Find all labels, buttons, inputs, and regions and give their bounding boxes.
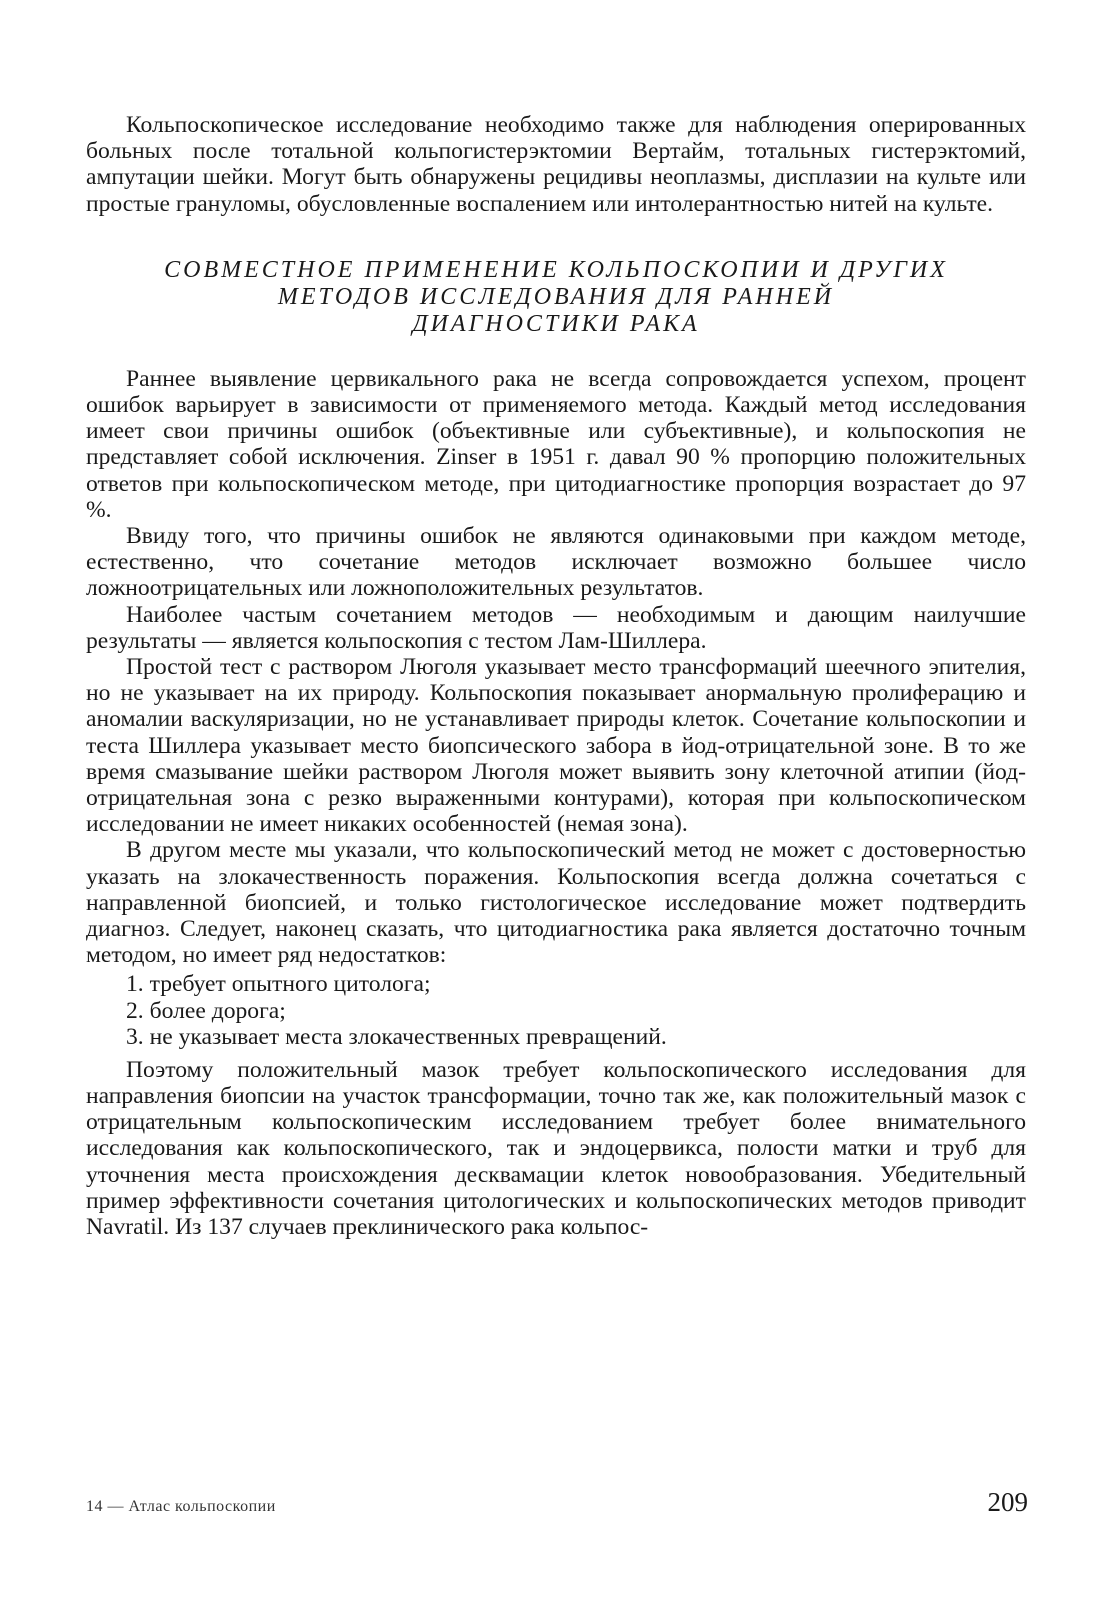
list-item: 2. более дорога; bbox=[126, 997, 286, 1024]
paragraph-6: Поэтому положительный мазок требует кольпоскопического исследования для направления биопсии на участок трансформации, точно так же, как положительный мазок с отрицательным кольпоскопическим исследованием требует более внимательного исследования как кольпоскопического, так и эндоцервикса, полости матки и труб для уточнения места происхождения десквамации клеток новообразования. Убедительный пример эффективности сочетания цитологических и кольпоскопических методов приводит Navratil. Из 137 случаев преклинического рака кольпос- bbox=[86, 1056, 1026, 1240]
list-item: 1. требует опытного цитолога; bbox=[126, 971, 431, 998]
drawbacks-list bbox=[86, 971, 1026, 1050]
page-number: 209 bbox=[987, 1487, 1028, 1517]
paragraph-4: Простой тест с раствором Люголя указывает место трансформаций шеечного эпителия, но не указывает на их природу. Кольпоскопия показывает анормальную пролиферацию и аномалии васкуляризации, но не устанавливает природы клеток. Сочетание кольпоскопии и теста Шиллера указывает место биопсического забора в йод-отрицательной зоне. В то же время смазывание шейки раствором Люголя может выявить зону клеточной атипии (йод-отрицательная зона с резко выраженными контурами), которая при кольпоскопическом исследовании не имеет никаких особенностей (немая зона). bbox=[86, 654, 1026, 838]
heading-line-3: ДИАГНОСТИКИ РАКА bbox=[412, 310, 700, 337]
paragraph-1: Раннее выявление цервикального рака не всегда сопровождается успехом, процент ошибок варьирует в зависимости от применяемого метода. Каждый метод исследования имеет свои причины ошибок (объективные или субъективные), и кольпоскопия не представляет собой исключения. Zinser в 1951 г. давал 90 % пропорцию положительных ответов при кольпоскопическом методе, при цитодиагностике пропорция возрастает до 97 %. bbox=[86, 365, 1026, 523]
heading-line-1: СОВМЕСТНОЕ ПРИМЕНЕНИЕ КОЛЬПОСКОПИИ И ДРУГИХ bbox=[164, 256, 948, 283]
paragraph-3: Наиболее частым сочетанием методов — необходимым и дающим наилучшие результаты — является кольпоскопия с тестом Лам-Шиллера. bbox=[86, 601, 1026, 654]
paragraph-5: В другом месте мы указали, что кольпоскопический метод не может с достоверностью указать на злокачественность поражения. Кольпоскопия всегда должна сочетаться с направленной биопсией, и только гистологическое исследование может подтвердить диагноз. Следует, наконец сказать, что цитодиагностика рака является достаточно точным методом, но имеет ряд недостатков: bbox=[86, 837, 1026, 969]
section-heading bbox=[86, 257, 1026, 338]
intro-paragraph: Кольпоскопическое исследование необходимо также для наблюдения оперированных больных после тотальной кольпогистерэктомии Вертайм, тотальных гистерэктомий, ампутации шейки. Могут быть обнаружены рецидивы неоплазмы, дисплазии на культе или простые грануломы, обусловленные воспалением или интолерантностью нитей на культе. bbox=[86, 112, 1026, 217]
list-item: 3. не указывает места злокачественных превращений. bbox=[126, 1024, 667, 1051]
page-body bbox=[86, 112, 1026, 1240]
paragraph-2: Ввиду того, что причины ошибок не являются одинаковыми при каждом методе, естественно, что сочетание методов исключает возможно большее число ложноотрицательных или ложноположительных результатов. bbox=[86, 523, 1026, 602]
footer-signature: 14 — Атлас кольпоскопии bbox=[86, 1498, 276, 1515]
heading-line-2: МЕТОДОВ ИССЛЕДОВАНИЯ ДЛЯ РАННЕЙ bbox=[277, 283, 835, 310]
